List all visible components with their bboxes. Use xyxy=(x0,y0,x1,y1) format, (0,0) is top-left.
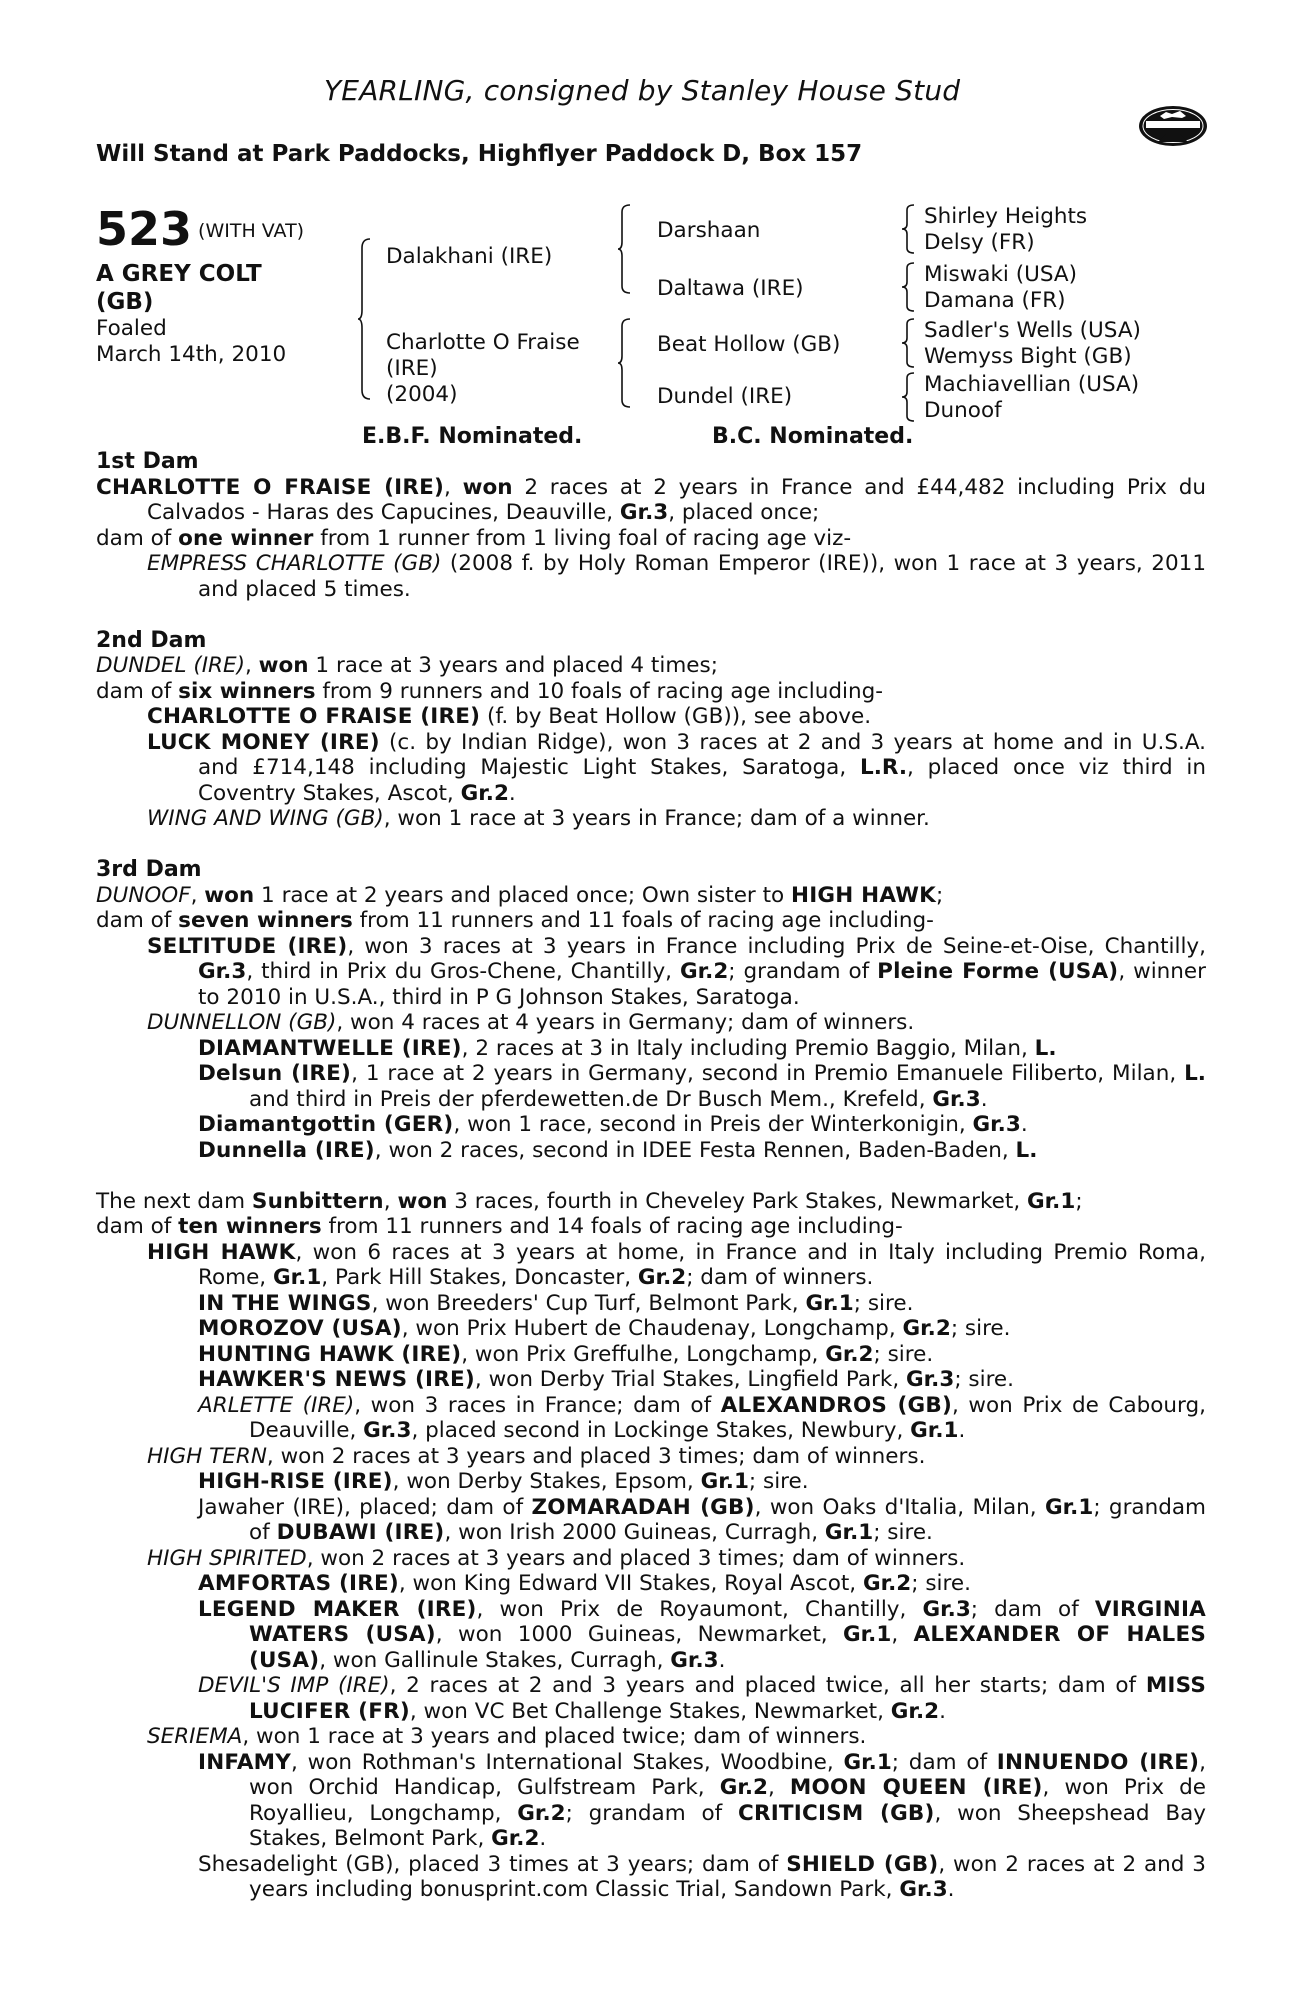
sire-dam: Daltawa (IRE) xyxy=(657,276,804,301)
ebf-nominated: E.B.F. Nominated. xyxy=(362,424,583,449)
sire-name: Dalakhani (IRE) xyxy=(386,244,553,269)
yearling-bonus-logo xyxy=(1136,98,1210,154)
pedigree-brace-sd xyxy=(902,262,916,312)
produce-entry: LEGEND MAKER (IRE), won Prix de Royaumont, Chantilly, Gr.3; dam of VIRGINIA WATERS (USA), won 1000 Guineas, Newmarket, Gr.1, ALEXANDER OF HALES (USA), won Gallinule Stakes, Curragh, Gr.3. xyxy=(198,1596,1207,1673)
ssd: Delsy (FR) xyxy=(924,230,1035,255)
produce-entry: DUNNELLON (GB), won 4 races at 4 years in Germany; dam of winners. xyxy=(147,1010,915,1035)
bc-nominated: B.C. Nominated. xyxy=(712,424,914,449)
produce-entry: HIGH-RISE (IRE), won Derby Stakes, Epsom, Gr.1; sire. xyxy=(198,1469,809,1494)
stand-location: Will Stand at Park Paddocks, Highflyer Paddock D, Box 157 xyxy=(96,141,863,167)
third-dam-heading: 3rd Dam xyxy=(96,857,202,882)
produce-entry: HAWKER'S NEWS (IRE), won Derby Trial Stakes, Lingfield Park, Gr.3; sire. xyxy=(198,1367,1014,1392)
produce-entry: HIGH TERN, won 2 races at 3 years and placed 3 times; dam of winners. xyxy=(147,1443,926,1469)
page-title: YEARLING, consigned by Stanley House Stud xyxy=(324,74,961,107)
produce-entry: CHARLOTTE O FRAISE (IRE) (f. by Beat Hollow (GB)), see above. xyxy=(147,704,872,729)
ddd: Dunoof xyxy=(924,398,1002,423)
dam-name-line2: (IRE) xyxy=(386,356,438,381)
lot-info xyxy=(96,204,346,368)
produce-entry: Jawaher (IRE), placed; dam of ZOMARADAH (GB), won Oaks d'Italia, Milan, Gr.1; grandam of DUBAWI (IRE), won Irish 2000 Guineas, Curragh, Gr.1; sire. xyxy=(198,1494,1206,1545)
sds: Miswaki (USA) xyxy=(924,262,1078,287)
lot-description: A GREY COLT xyxy=(96,261,262,287)
lot-origin: (GB) xyxy=(96,289,154,315)
dsd: Wemyss Bight (GB) xyxy=(924,344,1132,369)
dam-dam: Dundel (IRE) xyxy=(657,384,793,409)
produce-entry: Diamantgottin (GER), won 1 race, second in Preis der Winterkonigin, Gr.3. xyxy=(198,1112,1028,1137)
dss: Sadler's Wells (USA) xyxy=(924,318,1141,343)
produce-entry: ARLETTE (IRE), won 3 races in France; dam of ALEXANDROS (GB), won Prix de Cabourg, Deauville, Gr.3, placed second in Lockinge Stakes, Newbury, Gr.1. xyxy=(198,1392,1206,1443)
sss: Shirley Heights xyxy=(924,204,1088,229)
produce-entry: HIGH SPIRITED, won 2 races at 3 years and placed 3 times; dam of winners. xyxy=(147,1545,966,1571)
produce-entry: Dunnella (IRE), won 2 races, second in IDEE Festa Rennen, Baden-Baden, L. xyxy=(198,1137,1038,1163)
produce-entry: INFAMY, won Rothman's International Stakes, Woodbine, Gr.1; dam of INNUENDO (IRE), won Orchid Handicap, Gulfstream Park, Gr.2, MOON QUEEN (IRE), won Prix de Royallieu, Longchamp, Gr.2; grandam of CRITICISM (GB), won Sheepshead Bay Stakes, Belmont Park, Gr.2. xyxy=(198,1749,1206,1851)
produce-entry: DIAMANTWELLE (IRE), 2 races at 3 in Italy including Premio Baggio, Milan, L. xyxy=(198,1035,1057,1061)
produce-entry: WING AND WING (GB), won 1 race at 3 years in France; dam of a winner. xyxy=(147,806,930,831)
dam-name-line1: Charlotte O Fraise xyxy=(386,330,580,355)
produce-entry: Shesadelight (GB), placed 3 times at 3 years; dam of SHIELD (GB), won 2 races at 2 and 3 years including bonusprint.com Classic Trial, Sandown Park, Gr.3. xyxy=(198,1851,1206,1902)
catalogue-body xyxy=(96,449,1206,1903)
second-dam-produce: dam of six winners from 9 runners and 10 foals of racing age including- xyxy=(96,678,883,704)
produce-entry: Delsun (IRE), 1 race at 2 years in Germany, second in Premio Emanuele Filiberto, Milan, L. and third in Preis der pferdewetten.de Dr Busch Mem., Krefeld, Gr.3. xyxy=(198,1061,1206,1112)
third-dam-entry: DUNOOF, won 1 race at 2 years and placed once; Own sister to HIGH HAWK; xyxy=(96,882,944,908)
first-dam-entry: CHARLOTTE O FRAISE (IRE), won 2 races at 2 years in France and £44,482 including Prix du Calvados - Haras des Capucines, Deauville, Gr.3, placed once; xyxy=(96,474,1207,525)
produce-entry: IN THE WINGS, won Breeders' Cup Turf, Belmont Park, Gr.1; sire. xyxy=(198,1290,914,1316)
pedigree-brace-main xyxy=(358,238,372,400)
produce-entry: AMFORTAS (IRE), won King Edward VII Stakes, Royal Ascot, Gr.2; sire. xyxy=(198,1571,971,1596)
second-dam-entry: DUNDEL (IRE), won 1 race at 3 years and placed 4 times; xyxy=(96,653,718,678)
next-dam-produce: dam of ten winners from 11 runners and 14 foals of racing age including- xyxy=(96,1214,903,1239)
next-dam-entry: The next dam Sunbittern, won 3 races, fourth in Cheveley Park Stakes, Newmarket, Gr.1; xyxy=(96,1188,1083,1214)
lot-number: 523 xyxy=(96,202,193,256)
dam-year: (2004) xyxy=(386,382,458,407)
vat-label: (WITH VAT) xyxy=(198,220,305,242)
produce-entry: MOROZOV (USA), won Prix Hubert de Chaudenay, Longchamp, Gr.2; sire. xyxy=(198,1316,1011,1341)
second-dam-heading: 2nd Dam xyxy=(96,627,207,653)
pedigree-brace-ds xyxy=(902,318,916,368)
pedigree-brace-dd xyxy=(902,372,916,422)
third-dam-produce: dam of seven winners from 11 runners and 11 foals of racing age including- xyxy=(96,908,934,933)
first-dam-produce: dam of one winner from 1 runner from 1 living foal of racing age viz- xyxy=(96,525,852,551)
first-dam-heading: 1st Dam xyxy=(96,449,199,474)
produce-entry: DEVIL'S IMP (IRE), 2 races at 2 and 3 years and placed twice, all her starts; dam of MISS LUCIFER (FR), won VC Bet Challenge Stakes, Newmarket, Gr.2. xyxy=(198,1673,1207,1724)
produce-entry: SERIEMA, won 1 race at 3 years and placed twice; dam of winners. xyxy=(147,1724,867,1749)
produce-entry: EMPRESS CHARLOTTE (GB) (2008 f. by Holy Roman Emperor (IRE)), won 1 race at 3 years, 2011 and placed 5 times. xyxy=(147,551,1206,602)
dds: Machiavellian (USA) xyxy=(924,372,1140,397)
sdd: Damana (FR) xyxy=(924,288,1066,313)
pedigree-brace-ss xyxy=(902,204,916,254)
foaled-date: March 14th, 2010 xyxy=(96,342,287,367)
produce-entry: HUNTING HAWK (IRE), won Prix Greffulhe, Longchamp, Gr.2; sire. xyxy=(198,1341,934,1367)
pedigree-brace-sire xyxy=(618,204,632,294)
dam-sire: Beat Hollow (GB) xyxy=(657,332,841,357)
sire-sire: Darshaan xyxy=(657,218,761,243)
foaled-label: Foaled xyxy=(96,316,167,341)
produce-entry: LUCK MONEY (IRE) (c. by Indian Ridge), won 3 races at 2 and 3 years at home and in U.S.A. and £714,148 including Majestic Light Stakes, Saratoga, L.R., placed once viz third in Coventry Stakes, Ascot, Gr.2. xyxy=(147,729,1207,806)
produce-entry: HIGH HAWK, won 6 races at 3 years at home, in France and in Italy including Premio Roma, Rome, Gr.1, Park Hill Stakes, Doncaster, Gr.2; dam of winners. xyxy=(147,1239,1206,1290)
pedigree-brace-dam xyxy=(618,318,632,408)
produce-entry: SELTITUDE (IRE), won 3 races at 3 years in France including Prix de Seine-et-Oise, Chantilly, Gr.3, third in Prix du Gros-Chene, Chantilly, Gr.2; grandam of Pleine Forme (USA), winner to 2010 in U.S.A., third in P G Johnson Stakes, Saratoga. xyxy=(147,933,1207,1010)
